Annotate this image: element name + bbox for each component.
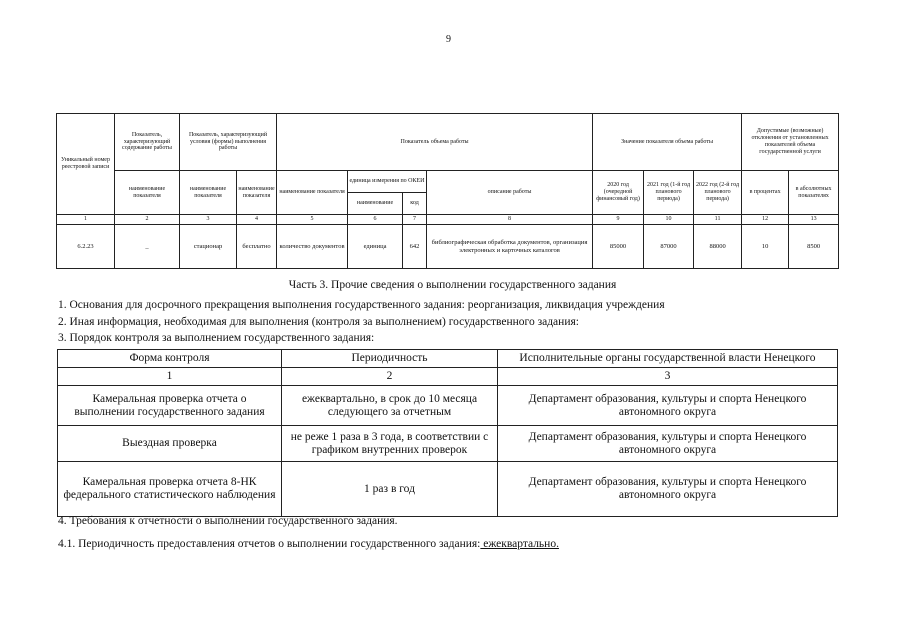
header-year-2022: 2022 год (2-й год планового периода)	[694, 171, 742, 215]
header-year-2020: 2020 год (очередной финансовый год)	[593, 171, 644, 215]
header-unit-name: наименование	[348, 193, 403, 215]
cell-deviation-percent: 10	[742, 225, 789, 269]
header-volume-indicator: Показатель объема работы	[277, 114, 593, 171]
cell-value-2020: 85000	[593, 225, 644, 269]
col-number: 13	[789, 215, 839, 225]
col-number: 8	[427, 215, 593, 225]
cell-value-2022: 88000	[694, 225, 742, 269]
cell-description: библиографическая обработка документов, организация электронных и карточных каталогов	[427, 225, 593, 269]
paragraph-3: 3. Порядок контроля за выполнением государственного задания:	[58, 332, 375, 344]
cell-control-form: Выездная проверка	[58, 426, 282, 462]
paragraph-4: 4. Требования к отчетности о выполнении государственного задания.	[58, 515, 398, 527]
paragraph-4-1	[58, 538, 559, 550]
paragraph-2: 2. Иная информация, необходимая для выполнения (контроля за выполнением) государственного задания:	[58, 316, 579, 328]
paragraph-1: 1. Основания для досрочного прекращения выполнения государственного задания: реорганизация, ликвидация учреждения	[58, 299, 665, 311]
col-number: 6	[348, 215, 403, 225]
header-unique-number: Уникальный номер реестровой записи	[57, 114, 115, 215]
col-number: 4	[237, 215, 277, 225]
header-unit: единица измерения по ОКЕИ	[348, 171, 427, 193]
col-number: 7	[403, 215, 427, 225]
header-volume-value: Значение показателя объема работы	[593, 114, 742, 171]
col-number: 10	[644, 215, 694, 225]
header-control-form: Форма контроля	[58, 350, 282, 368]
cell-periodicity: не реже 1 раза в 3 года, в соответствии с графиком внутренних проверок	[282, 426, 498, 462]
cell-periodicity: ежеквартально, в срок до 10 месяца следующего за отчетным	[282, 386, 498, 426]
cell-unit-name: единица	[348, 225, 403, 269]
col-number: 3	[498, 368, 838, 386]
header-name-3: наименование показателя	[237, 171, 277, 215]
cell-unit-code: 642	[403, 225, 427, 269]
header-name-1: наименование показателя	[115, 171, 180, 215]
paragraph-4-1-text: 4.1. Периодичность предоставления отчетов о выполнении государственного задания:	[58, 538, 481, 550]
table-row	[58, 462, 838, 517]
cell-unique-number: 6.2.23	[57, 225, 115, 269]
cell-condition-1: стационар	[180, 225, 237, 269]
header-conditions-indicator: Показатель, характеризующий условия (формы) выполнения работы	[180, 114, 277, 171]
cell-deviation-absolute: 8500	[789, 225, 839, 269]
header-percent: в процентах	[742, 171, 789, 215]
part3-title: Часть 3. Прочие сведения о выполнении государственного задания	[288, 279, 617, 291]
header-unit-code: код	[403, 193, 427, 215]
cell-condition-2: бесплатно	[237, 225, 277, 269]
header-content-indicator: Показатель, характеризующий содержание работы	[115, 114, 180, 171]
header-authorities: Исполнительные органы государственной власти Ненецкого	[498, 350, 838, 368]
cell-control-form: Камеральная проверка отчета о выполнении государственного задания	[58, 386, 282, 426]
col-number: 1	[58, 368, 282, 386]
cell-control-form: Камеральная проверка отчета 8-НК федерального статистического наблюдения	[58, 462, 282, 517]
col-number: 3	[180, 215, 237, 225]
table-row	[57, 225, 839, 269]
work-volume-table	[56, 113, 839, 269]
reporting-frequency-value: ежеквартально.	[480, 538, 559, 550]
cell-authority: Департамент образования, культуры и спорта Ненецкого автономного округа	[498, 426, 838, 462]
cell-authority: Департамент образования, культуры и спорта Ненецкого автономного округа	[498, 462, 838, 517]
header-name-4: наименование показателя	[277, 171, 348, 215]
col-number: 9	[593, 215, 644, 225]
cell-content: _	[115, 225, 180, 269]
page-number: 9	[446, 34, 451, 45]
table-row	[58, 426, 838, 462]
header-name-2: наименование показателя	[180, 171, 237, 215]
cell-indicator-name: количество документов	[277, 225, 348, 269]
col-number: 2	[282, 368, 498, 386]
cell-periodicity: 1 раз в год	[282, 462, 498, 517]
cell-authority: Департамент образования, культуры и спорта Ненецкого автономного округа	[498, 386, 838, 426]
table-row	[58, 386, 838, 426]
col-number: 12	[742, 215, 789, 225]
header-description: описание работы	[427, 171, 593, 215]
col-number: 2	[115, 215, 180, 225]
header-periodicity: Периодичность	[282, 350, 498, 368]
header-deviation: Допустимые (возможные) отклонения от установленных показателей объема государственной услуги	[742, 114, 839, 171]
header-year-2021: 2021 год (1-й год планового периода)	[644, 171, 694, 215]
header-absolute: в абсолютных показателях	[789, 171, 839, 215]
col-number: 1	[57, 215, 115, 225]
control-table	[57, 349, 838, 517]
col-number: 11	[694, 215, 742, 225]
col-number: 5	[277, 215, 348, 225]
cell-value-2021: 87000	[644, 225, 694, 269]
